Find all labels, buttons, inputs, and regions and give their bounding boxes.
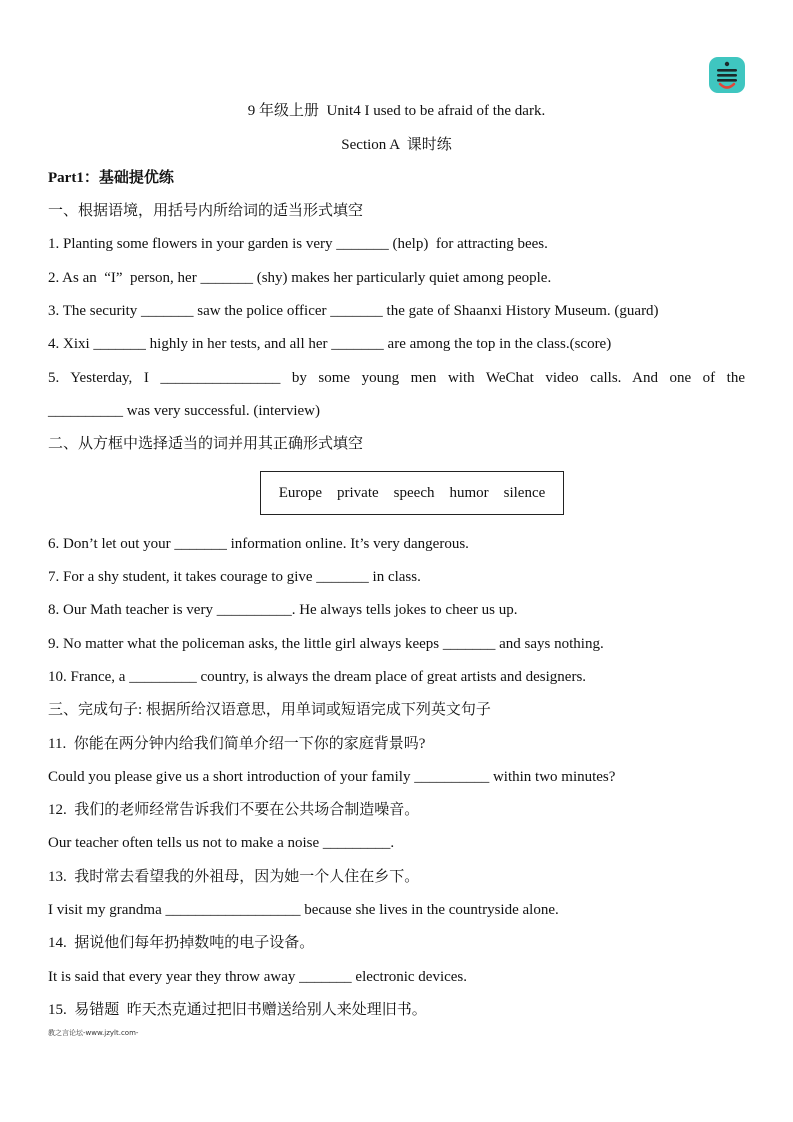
page-subtitle: Section A 课时练	[341, 137, 452, 153]
question-12-english: Our teacher often tells us not to make a noise _________.	[48, 835, 395, 851]
question-11-english: Could you please give us a short introduction of your family __________ within two minutes?	[48, 769, 616, 785]
footer-watermark: 教之言论坛-www.jzylt.com-	[48, 1029, 139, 1037]
section1-heading: 一、根据语境，用括号内所给词的适当形式填空	[48, 203, 364, 219]
question-7: 7. For a shy student, it takes courage to give _______ in class.	[48, 569, 421, 585]
page-title: 9 年级上册 Unit4 I used to be afraid of the dark.	[247, 103, 546, 119]
question-12-chinese: 12. 我们的老师经常告诉我们不要在公共场合制造噪音。	[48, 802, 420, 818]
question-5-line2: __________ was very successful. (interview)	[48, 403, 321, 419]
word-box-words: Europe private speech humor silence	[278, 484, 546, 501]
question-1: 1. Planting some flowers in your garden is very _______ (help) for attracting bees.	[48, 236, 548, 252]
question-10: 10. France, a _________ country, is always the dream place of great artists and designers.	[48, 669, 587, 685]
logo-icon	[709, 57, 745, 93]
question-15-chinese: 15. 易错题 昨天杰克通过把旧书赠送给别人来处理旧书。	[48, 1002, 427, 1018]
question-14-chinese: 14. 据说他们每年扔掉数吨的电子设备。	[48, 935, 315, 951]
question-9: 9. No matter what the policeman asks, the little girl always keeps _______ and says nothing.	[48, 636, 604, 652]
question-8: 8. Our Math teacher is very __________. He always tells jokes to cheer us up.	[48, 602, 518, 618]
question-3: 3. The security _______ saw the police officer _______ the gate of Shaanxi History Museum. (guard)	[48, 303, 659, 319]
question-14-english: It is said that every year they throw away _______ electronic devices.	[48, 969, 468, 985]
question-2: 2. As an “I” person, her _______ (shy) makes her particularly quiet among people.	[48, 270, 552, 286]
word-box	[260, 471, 564, 515]
part1-heading: Part1：基础提优练	[48, 170, 174, 186]
question-6: 6. Don’t let out your _______ information online. It’s very dangerous.	[48, 536, 469, 552]
question-13-chinese: 13. 我时常去看望我的外祖母，因为她一个人住在乡下。	[48, 869, 420, 885]
question-4: 4. Xixi _______ highly in her tests, and all her _______ are among the top in the class.(score)	[48, 336, 612, 352]
question-11-chinese: 11. 你能在两分钟内给我们简单介绍一下你的家庭背景吗?	[48, 736, 426, 752]
question-13-english: I visit my grandma __________________ because she lives in the countryside alone.	[48, 902, 559, 918]
question-5-line1: 5. Yesterday, I ________________ by some young men with WeChat video calls. And one of the	[48, 370, 745, 386]
section3-heading: 三、完成句子: 根据所给汉语意思，用单词或短语完成下列英文句子	[48, 702, 491, 718]
section2-heading: 二、从方框中选择适当的词并用其正确形式填空	[48, 436, 364, 452]
